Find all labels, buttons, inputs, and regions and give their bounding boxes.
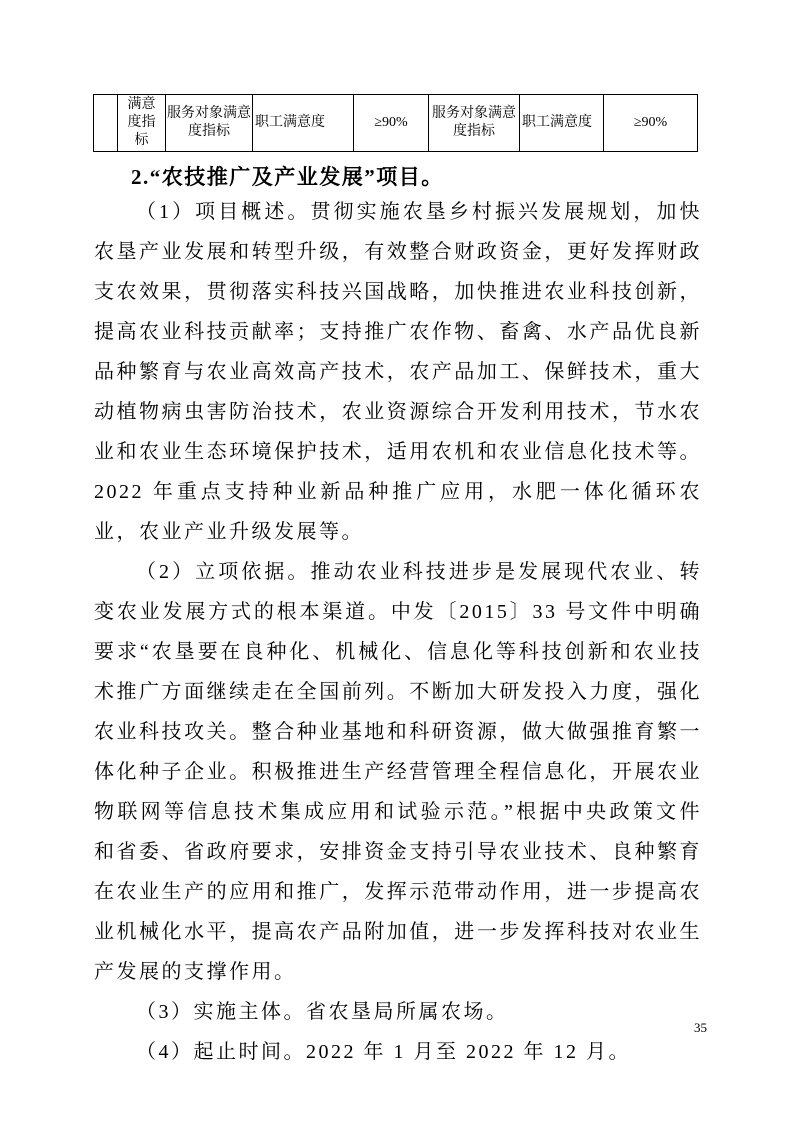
table-cell-staff-satisfaction: 职工满意度	[253, 95, 354, 152]
page-number: 35	[694, 1020, 707, 1035]
table-cell-service-target-satisfaction: 服务对象满意度指标	[166, 95, 253, 152]
table-cell-staff-satisfaction-2: 职工满意度	[520, 95, 604, 152]
indicator-table	[93, 94, 698, 152]
table-row	[94, 95, 698, 152]
paragraph-implementing-body: （3）实施主体。省农垦局所属农场。	[136, 1001, 509, 1023]
table-cell-target-value-2: ≥90%	[604, 95, 698, 152]
section-heading: 2.“农技推广及产业发展”项目。	[131, 165, 444, 189]
body-text	[94, 192, 702, 1072]
table-cell-empty	[94, 95, 118, 152]
paragraph-project-basis: （2）立项依据。推动农业科技进步是发展现代农业、转变农业发展方式的根本渠道。中发〔2015〕33 号文件中明确要求“农垦要在良种化、机械化、信息化等科技创新和农业技术推广方面继续走在全国前列。不断加大研发投入力度，强化农业科技攻关。整合种业基地和科研资源，做大做强推育繁一体化种子企业。积极推进生产经营管理全程信息化，开展农业物联网等信息技术集成应用和试验示范。”根据中央政策文件和省委、省政府要求，安排资金支持引导农业技术、良种繁育在农业生产的应用和推广，发挥示范带动作用，进一步提高农业机械化水平，提高农产品附加值，进一步发挥科技对农业生产发展的支撑作用。	[94, 561, 702, 983]
table-cell-target-value: ≥90%	[354, 95, 429, 152]
paragraph-project-overview: （1）项目概述。贯彻实施农垦乡村振兴发展规划，加快农垦产业发展和转型升级，有效整合财政资金，更好发挥财政支农效果，贯彻落实科技兴国战略，加快推进农业科技创新，提高农业科技贡献率；支持推广农作物、畜禽、水产品优良新品种繁育与农业高效高产技术，农产品加工、保鲜技术，重大动植物病虫害防治技术，农业资源综合开发利用技术，节水农业和农业生态环境保护技术，适用农机和农业信息化技术等。2022 年重点支持种业新品种推广应用，水肥一体化循环农业，农业产业升级发展等。	[94, 201, 702, 543]
table-cell-satisfaction-indicator: 满意度指标	[118, 95, 166, 152]
table-cell-service-target-satisfaction-2: 服务对象满意度指标	[429, 95, 520, 152]
paragraph-time-range: （4）起止时间。2022 年 1 月至 2022 年 12 月。	[136, 1041, 631, 1063]
